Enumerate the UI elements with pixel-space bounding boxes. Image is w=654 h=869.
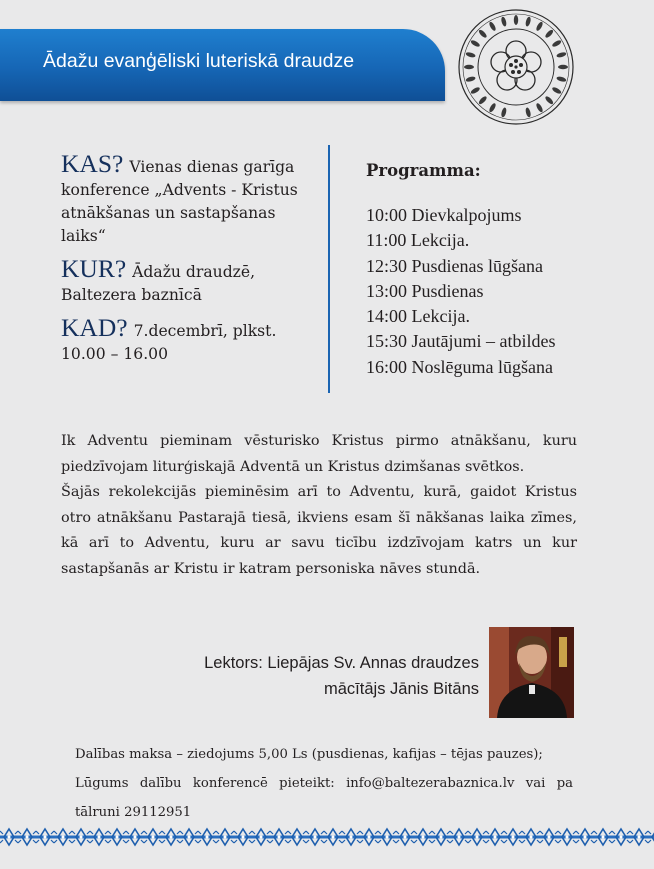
kas-keyword: KAS? bbox=[61, 149, 124, 178]
programme-item: 13:00 Pusdienas bbox=[366, 280, 484, 301]
programme-title: Programma: bbox=[366, 161, 481, 180]
kad-text: 7.decembrī, plkst. 10.00 – 16.00 bbox=[61, 322, 277, 363]
lecturer-line: mācītājs Jānis Bitāns bbox=[324, 680, 479, 698]
luther-rose-seal-icon bbox=[455, 6, 577, 128]
programme bbox=[366, 160, 636, 380]
ornamental-border bbox=[0, 826, 654, 848]
programme-item: 10:00 Dievkalpojums bbox=[366, 205, 522, 225]
lecturer-photo bbox=[489, 627, 574, 718]
lecturer-info bbox=[204, 650, 479, 702]
programme-item: 12:30 Pusdienas lūgšana bbox=[366, 255, 543, 276]
footer-line: Dalības maksa – ziedojums 5,00 Ls (pusdienas, kafijas – tējas pauzes); bbox=[75, 747, 543, 762]
description-paragraph: Šajās rekolekcijās pieminēsim arī to Adventu, kurā, gaidot Kristus otro atnākšanu Pastarajā tiesā, ikviens esam šī nākšanas laika zīmes, kā arī to Adventu, kuru ar savu ticību izdzīvojam katrs un kur sastapšanās ar Kristu ir katram personiska nāves stundā. bbox=[61, 484, 577, 577]
programme-list bbox=[366, 203, 636, 380]
lecturer-line: Lektors: Liepājas Sv. Annas draudzes bbox=[204, 654, 479, 672]
kad-block bbox=[61, 315, 319, 366]
kur-block bbox=[61, 256, 319, 307]
footer-line: Lūgums dalību konferencē pieteikt: info@baltezerabaznica.lv vai pa tālruni 29112951 bbox=[75, 776, 573, 820]
kad-keyword: KAD? bbox=[61, 313, 128, 342]
kas-block bbox=[61, 151, 319, 248]
event-details bbox=[61, 151, 319, 374]
footer-info bbox=[75, 740, 573, 827]
programme-item: 14:00 Lekcija. bbox=[366, 306, 470, 327]
kur-keyword: KUR? bbox=[61, 254, 127, 283]
page-title: Ādažu evanģēliski luteriskā draudze bbox=[43, 50, 355, 72]
column-divider bbox=[328, 145, 330, 393]
description bbox=[61, 429, 577, 582]
programme-item: 15:30 Jautājumi – atbildes bbox=[366, 331, 556, 352]
programme-item: 16:00 Noslēguma lūgšana bbox=[366, 356, 553, 377]
kas-text: Vienas dienas garīga konference „Advents - Kristus atnākšanas un sastapšanas laiks“ bbox=[61, 158, 298, 245]
programme-item: 11:00 Lekcija. bbox=[366, 230, 470, 251]
kur-text: Ādažu draudzē, Baltezera baznīcā bbox=[61, 263, 256, 304]
description-paragraph: Ik Adventu pieminam vēsturisko Kristus pirmo atnākšanu, kuru piedzīvojam liturģiskajā Adventā un Kristus dzimšanas svētkos. bbox=[61, 433, 577, 475]
